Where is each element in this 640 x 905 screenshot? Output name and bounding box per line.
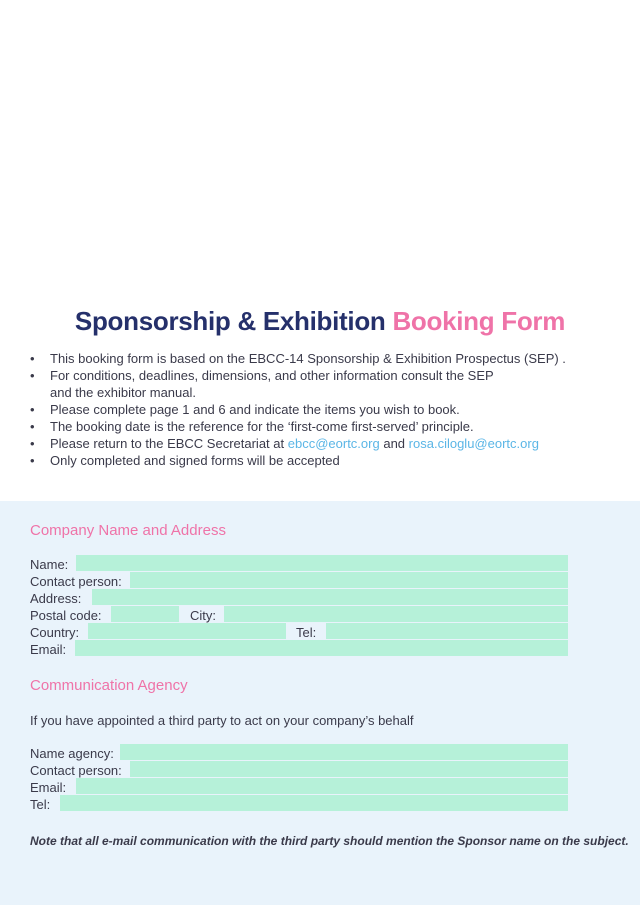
title-part-1: Sponsorship & Exhibition bbox=[74, 306, 386, 336]
company-email-field[interactable] bbox=[75, 640, 568, 656]
list-item: • The booking date is the reference for the ‘first-come first-served’ principle. bbox=[30, 419, 474, 434]
agency-email-label: Email: bbox=[30, 780, 67, 795]
list-item: • For conditions, deadlines, dimensions, and other information consult the SEP and the exhibitor manual. bbox=[30, 368, 494, 400]
company-tel-field[interactable] bbox=[326, 623, 568, 639]
list-item: • Only completed and signed forms will be accepted bbox=[30, 453, 340, 468]
agency-tel-field[interactable] bbox=[60, 795, 568, 811]
contact-email-link[interactable]: rosa.ciloglu@eortc.org bbox=[408, 436, 539, 451]
email-label: Email: bbox=[30, 642, 67, 657]
company-name-field[interactable] bbox=[76, 555, 568, 571]
agency-section-heading: Communication Agency bbox=[30, 677, 188, 694]
bullet-icon: • bbox=[30, 351, 35, 366]
country-label: Country: bbox=[30, 625, 80, 640]
list-item: • Please return to the EBCC Secretariat at ebcc@eortc.org and rosa.ciloglu@eortc.org bbox=[30, 436, 539, 451]
agency-contact-field[interactable] bbox=[130, 761, 568, 777]
company-address-field[interactable] bbox=[92, 589, 568, 605]
tel-label: Tel: bbox=[296, 625, 317, 640]
name-label: Name: bbox=[30, 557, 69, 572]
country-field[interactable] bbox=[88, 623, 286, 639]
bullet-icon: • bbox=[30, 368, 35, 383]
postal-code-field[interactable] bbox=[111, 606, 179, 622]
title-part-2: Booking Form bbox=[392, 306, 566, 336]
city-label: City: bbox=[190, 608, 216, 623]
bullet-icon: • bbox=[30, 436, 35, 451]
instruction-list bbox=[30, 350, 620, 469]
page-title bbox=[0, 306, 640, 337]
contact-person-label: Contact person: bbox=[30, 574, 122, 589]
agency-contact-label: Contact person: bbox=[30, 763, 122, 778]
postal-code-label: Postal code: bbox=[30, 608, 102, 623]
city-field[interactable] bbox=[224, 606, 568, 622]
address-label: Address: bbox=[30, 591, 82, 606]
list-item: • Please complete page 1 and 6 and indicate the items you wish to book. bbox=[30, 402, 460, 417]
company-contact-field[interactable] bbox=[130, 572, 568, 588]
bullet-icon: • bbox=[30, 402, 35, 417]
agency-intro-text: If you have appointed a third party to act on your company’s behalf bbox=[30, 713, 414, 728]
company-section-heading: Company Name and Address bbox=[30, 522, 226, 539]
agency-name-label: Name agency: bbox=[30, 746, 114, 761]
agency-email-field[interactable] bbox=[76, 778, 568, 794]
bullet-icon: • bbox=[30, 453, 35, 468]
footer-note: Note that all e-mail communication with the third party should mention the Sponsor name on the subject. bbox=[30, 834, 629, 848]
agency-tel-label: Tel: bbox=[30, 797, 51, 812]
list-item: • This booking form is based on the EBCC-14 Sponsorship & Exhibition Prospectus (SEP) . bbox=[30, 351, 566, 366]
bullet-icon: • bbox=[30, 419, 35, 434]
agency-name-field[interactable] bbox=[120, 744, 568, 760]
secretariat-email-link[interactable]: ebcc@eortc.org bbox=[287, 436, 380, 451]
